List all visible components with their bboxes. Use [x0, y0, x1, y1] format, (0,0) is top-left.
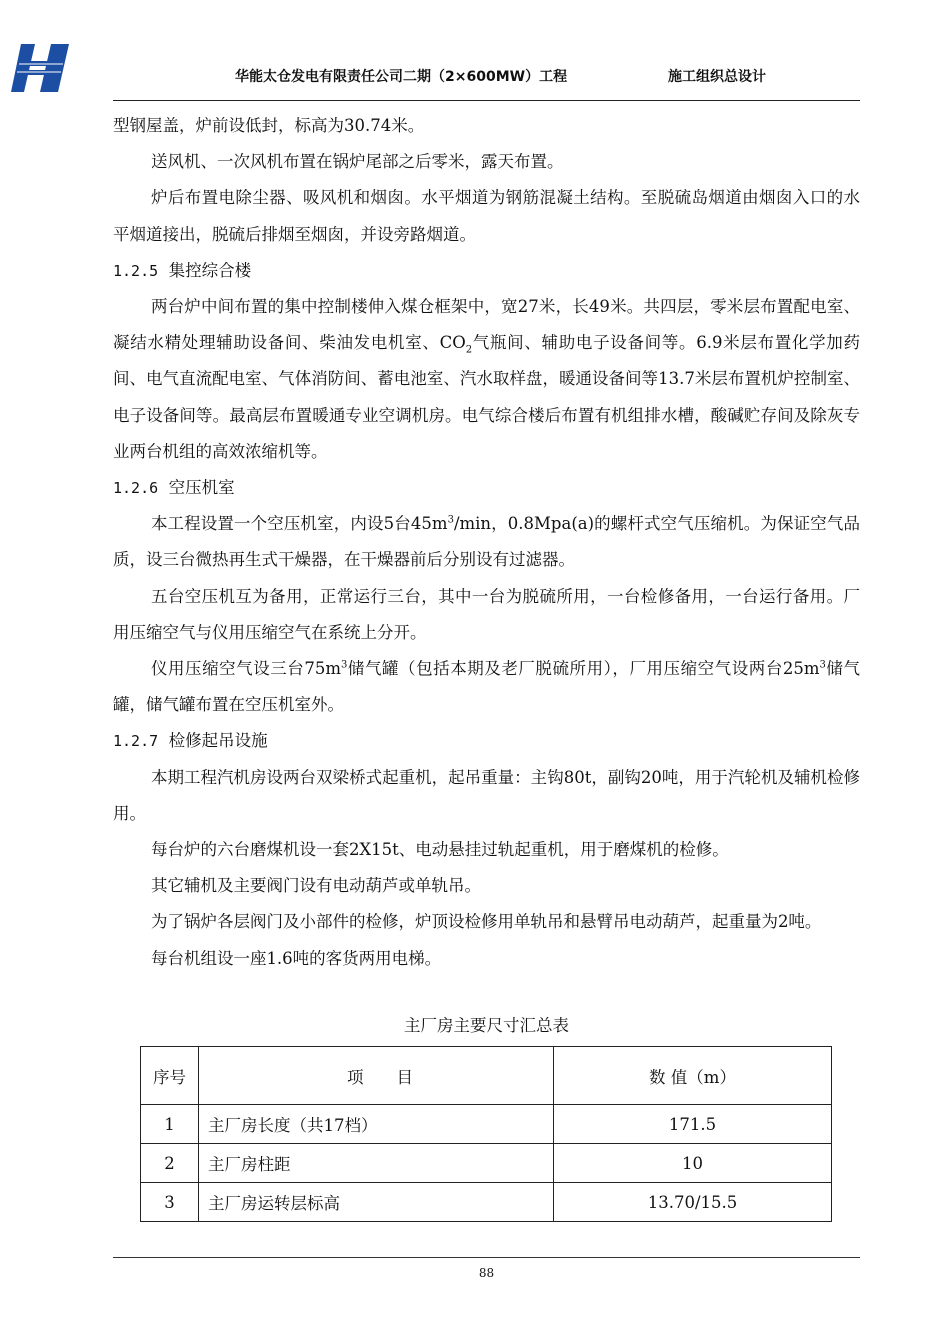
section-heading-1-2-6: [113, 470, 860, 506]
section-heading-1-2-5: [113, 253, 860, 289]
section-number: 1.2.7: [113, 732, 159, 751]
table-cell: 13.70/15.5: [554, 1183, 832, 1222]
table-header-row: [141, 1047, 832, 1105]
text-run: 本工程设置一个空压机室，内设5台45m: [150, 514, 448, 534]
text-run: 气瓶间、辅助电子设备间等。6.9米层布置化学加药间、电气直流配电室、气体消防间、蓄电池室、汽水取样盘，暖通设备间等13.7米层布置机炉控制室、电子设备间等。最高层布置暖通专业空调机房。电气综合楼后布置有机组排水槽，酸碱贮存间及除灰专业两台机组的高效浓缩机等。: [113, 333, 860, 461]
table-cell: 主厂房长度（共17档）: [199, 1105, 554, 1144]
header-divider: [113, 100, 860, 101]
table-cell: 3: [141, 1183, 199, 1222]
dimensions-table: [140, 1046, 832, 1222]
document-body: [113, 108, 860, 977]
paragraph: 每台机组设一座1.6吨的客货两用电梯。: [150, 948, 442, 968]
text-run: 储气罐，储气罐布置在空压机室外。: [113, 659, 860, 715]
text-run: 仪用压缩空气设三台75m: [150, 659, 341, 679]
paragraph: 型钢屋盖，炉前设低封，标高为30.74米。: [113, 116, 425, 135]
text-run: 储气罐（包括本期及老厂脱硫所用），厂用压缩空气设两台25m: [347, 659, 820, 679]
superscript: 3: [819, 659, 826, 671]
table-row: [141, 1183, 832, 1222]
paragraph: 每台炉的六台磨煤机设一套2X15t、电动悬挂过轨起重机，用于磨煤机的检修。: [150, 840, 729, 860]
table-cell: 2: [141, 1144, 199, 1183]
paragraph: 其它辅机及主要阀门设有电动葫芦或单轨吊。: [150, 876, 481, 896]
paragraph: 送风机、一次风机布置在锅炉尾部之后零米，露天布置。: [150, 152, 564, 172]
section-title: 集控综合楼: [168, 260, 252, 280]
column-header: 项 目: [199, 1047, 554, 1105]
table-row: [141, 1144, 832, 1183]
table-title: 主厂房主要尺寸汇总表: [404, 1016, 569, 1035]
page-number: 88: [478, 1266, 495, 1280]
paragraph: 炉后布置电除尘器、吸风机和烟囱。水平烟道为钢筋混凝土结构。至脱硫岛烟道由烟囱入口的水平烟道接出，脱硫后排烟至烟囱，并设旁路烟道。: [113, 188, 860, 244]
project-title: 华能太仓发电有限责任公司二期（2×600MW）工程: [235, 69, 568, 85]
section-number: 1.2.6: [113, 479, 159, 498]
superscript: 3: [341, 659, 348, 671]
document-title: 施工组织总设计: [668, 69, 766, 85]
paragraph: [113, 289, 860, 470]
section-number: 1.2.5: [113, 261, 159, 280]
table-cell: 主厂房柱距: [199, 1144, 554, 1183]
paragraph: 为了锅炉各层阀门及小部件的检修，炉顶设检修用单轨吊和悬臂吊电动葫芦，起重量为2吨。: [150, 912, 822, 932]
table-cell: 1: [141, 1105, 199, 1144]
company-logo-icon: [11, 44, 69, 92]
text-run: /min，0.8Mpa(a)的螺杆式空气压缩机。为保证空气品质，设三台微热再生式干燥器，在干燥器前后分别设有过滤器。: [113, 514, 861, 570]
paragraph: [113, 506, 860, 578]
table-cell: 10: [554, 1144, 832, 1183]
section-title: 空压机室: [168, 478, 235, 498]
superscript: 3: [447, 514, 454, 526]
table-row: [141, 1105, 832, 1144]
column-header: 数 值（m）: [554, 1047, 832, 1105]
paragraph: 本期工程汽机房设两台双梁桥式起重机，起吊重量：主钩80t，副钩20吨，用于汽轮机及辅机检修用。: [113, 767, 860, 823]
text-run: 两台炉中间布置的集中控制楼伸入煤仓框架中，宽27米，长49米。共四层，零米层布置配电室、凝结水精处理辅助设备间、柴油发电机室、CO: [113, 297, 860, 353]
footer-divider: [113, 1257, 860, 1258]
table-cell: 171.5: [554, 1105, 832, 1144]
section-title: 检修起吊设施: [168, 731, 268, 751]
table-cell: 主厂房运转层标高: [199, 1183, 554, 1222]
paragraph: [113, 651, 860, 723]
subscript: 2: [465, 344, 473, 356]
column-header: 序号: [141, 1047, 199, 1105]
paragraph: 五台空压机互为备用，正常运行三台，其中一台为脱硫所用，一台检修备用，一台运行备用。厂用压缩空气与仪用压缩空气在系统上分开。: [113, 586, 860, 642]
section-heading-1-2-7: [113, 723, 860, 759]
